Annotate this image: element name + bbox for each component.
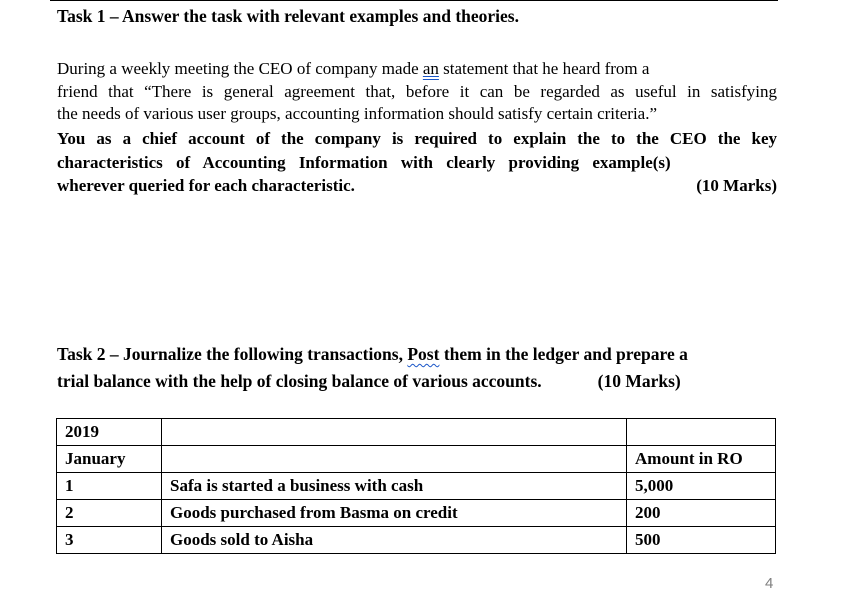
scenario-line-2: friend that “There is general agreement that, before it can be regarded as useful in satisfying — [57, 81, 777, 101]
task1-scenario-paragraph — [57, 58, 777, 126]
table-row — [57, 446, 776, 473]
table-row — [57, 473, 776, 500]
empty-cell — [162, 446, 627, 473]
task2-line-2: trial balance with the help of closing balance of various accounts. (10 Marks) — [57, 368, 777, 395]
page-number: 4 — [765, 575, 774, 592]
top-rule — [50, 0, 778, 1]
description-cell: Goods sold to Aisha — [162, 527, 627, 554]
task1-question-paragraph — [57, 127, 777, 198]
description-cell: Safa is started a business with cash — [162, 473, 627, 500]
month-cell: January — [57, 446, 162, 473]
scenario-line-1: During a weekly meeting the CEO of company made an statement that he heard from a — [57, 59, 650, 78]
year-cell: 2019 — [57, 419, 162, 446]
task2-line-1: Task 2 – Journalize the following transactions, Post them in the ledger and prepare a — [57, 344, 688, 364]
table-row — [57, 419, 776, 446]
empty-cell — [627, 419, 776, 446]
description-cell: Goods purchased from Basma on credit — [162, 500, 627, 527]
table-row — [57, 500, 776, 527]
question-line-3: wherever queried for each characteristic. (10 Marks) — [57, 174, 777, 198]
day-cell: 1 — [57, 473, 162, 500]
scenario-line-3: the needs of various user groups, accounting information should satisfy certain criteria.” — [57, 104, 658, 123]
grammar-flagged-word: an — [422, 59, 439, 78]
task2-heading — [57, 341, 777, 395]
day-cell: 2 — [57, 500, 162, 527]
task1-marks: (10 Marks) — [696, 176, 777, 195]
amount-cell: 5,000 — [627, 473, 776, 500]
amount-cell: 500 — [627, 527, 776, 554]
empty-cell — [162, 419, 627, 446]
question-line-2: characteristics of Accounting Information with clearly providing example(s) — [57, 152, 671, 172]
task2-marks: (10 Marks) — [597, 371, 681, 391]
question-line-1: You as a chief account of the company is required to explain the to the CEO the key — [57, 129, 777, 148]
task1-heading: Task 1 – Answer the task with relevant examples and theories. — [57, 6, 519, 26]
day-cell: 3 — [57, 527, 162, 554]
amount-cell: 200 — [627, 500, 776, 527]
spell-flagged-word: Post — [407, 344, 440, 364]
table-row — [57, 527, 776, 554]
transactions-table — [56, 418, 776, 554]
amount-header: Amount in RO — [627, 446, 776, 473]
